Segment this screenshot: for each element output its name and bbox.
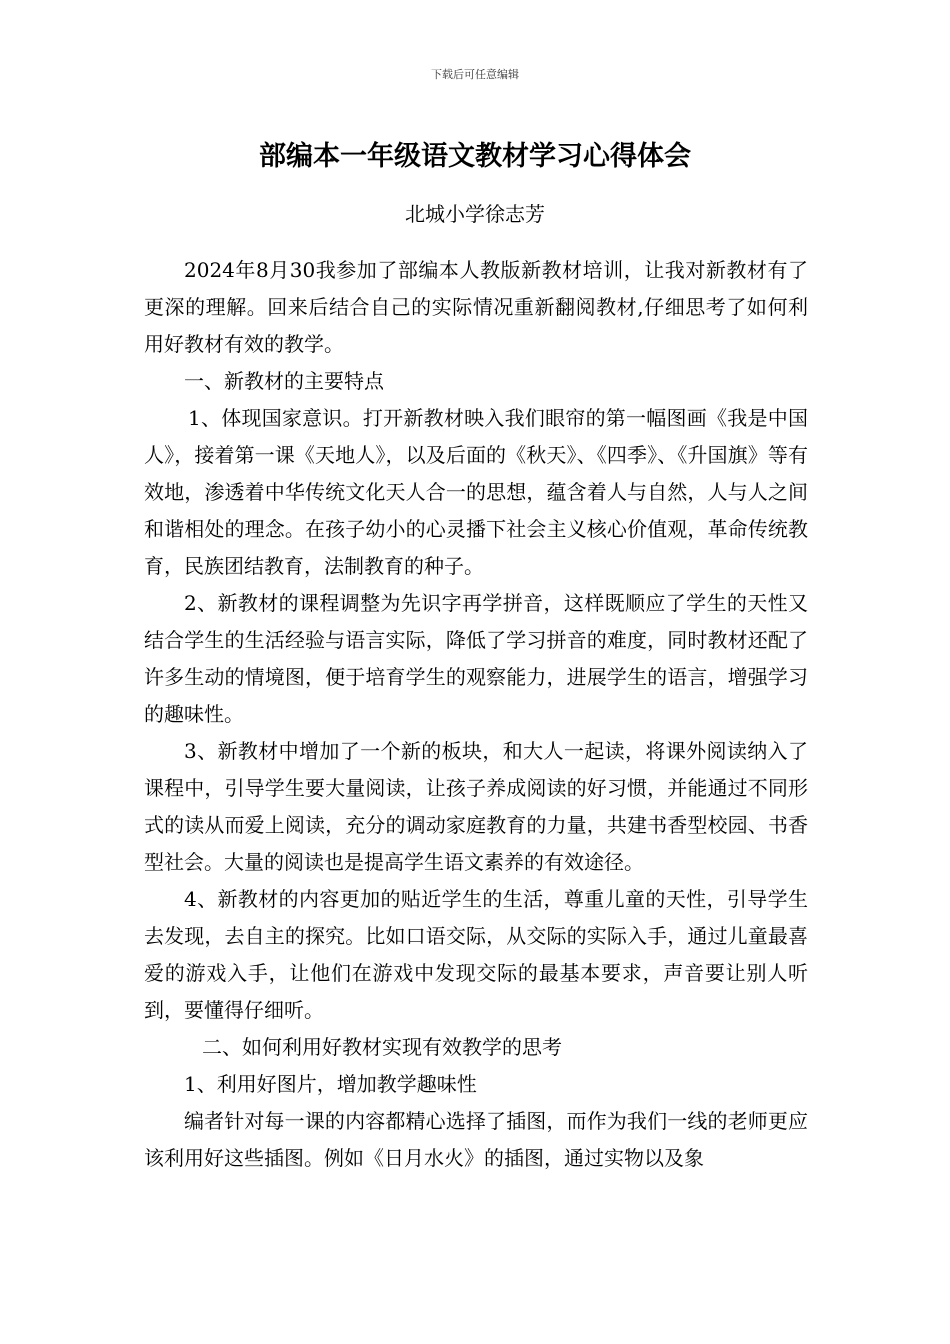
subheading-1: 1、利用好图片，增加教学趣味性 (184, 1072, 477, 1096)
section-heading-1: 一、新教材的主要特点 (184, 369, 384, 393)
body-paragraph: 编者针对每一课的内容都精心选择了插图，而作为我们一线的老师更应该利用好这些插图。例如《日月水火》的插图，通过实物以及象 (144, 1109, 808, 1170)
document-title: 部编本一年级语文教材学习心得体会 (259, 141, 691, 172)
list-item-1: 1、体现国家意识。打开新教材映入我们眼帘的第一幅图画《我是中国人》，接着第一课《天地人》，以及后面的《秋天》、《四季》、《升国旗》等有效地，渗透着中华传统文化天人合一的思想，蕴含着人与自然，人与人之间和谐相处的理念。在孩子幼小的心灵播下社会主义核心价值观，革命传统教育，民族团结教育，法制教育的种子。 (144, 406, 808, 578)
document-body (144, 252, 808, 1177)
list-item-2: 2、新教材的课程调整为先识字再学拼音，这样既顺应了学生的天性又结合学生的生活经验与语言实际，降低了学习拼音的难度，同时教材还配了许多生动的情境图，便于培育学生的观察能力，进展学生的语言，增强学习的趣味性。 (144, 591, 808, 726)
list-item-3: 3、新教材中增加了一个新的板块，和大人一起读，将课外阅读纳入了课程中，引导学生要大量阅读，让孩子养成阅读的好习惯，并能通过不同形式的读从而爱上阅读，充分的调动家庭教育的力量，共建书香型校园、书香型社会。大量的阅读也是提高学生语文素养的有效途径。 (144, 739, 808, 874)
author-line: 北城小学徐志芳 (405, 202, 545, 226)
intro-paragraph: 2024年8月30我参加了部编本人教版新教材培训，让我对新教材有了更深的理解。回来后结合自己的实际情况重新翻阅教材,仔细思考了如何利用好教材有效的教学。 (144, 258, 808, 356)
header-note: 下载后可任意编辑 (431, 68, 519, 81)
list-item-4: 4、新教材的内容更加的贴近学生的生活，尊重儿童的天性，引导学生去发现，去自主的探究。比如口语交际，从交际的实际入手，通过儿童最喜爱的游戏入手，让他们在游戏中发现交际的最基本要求，声音要让别人听到，要懂得仔细听。 (144, 887, 808, 1022)
section-heading-2: 二、如何利用好教材实现有效教学的思考 (202, 1035, 562, 1059)
